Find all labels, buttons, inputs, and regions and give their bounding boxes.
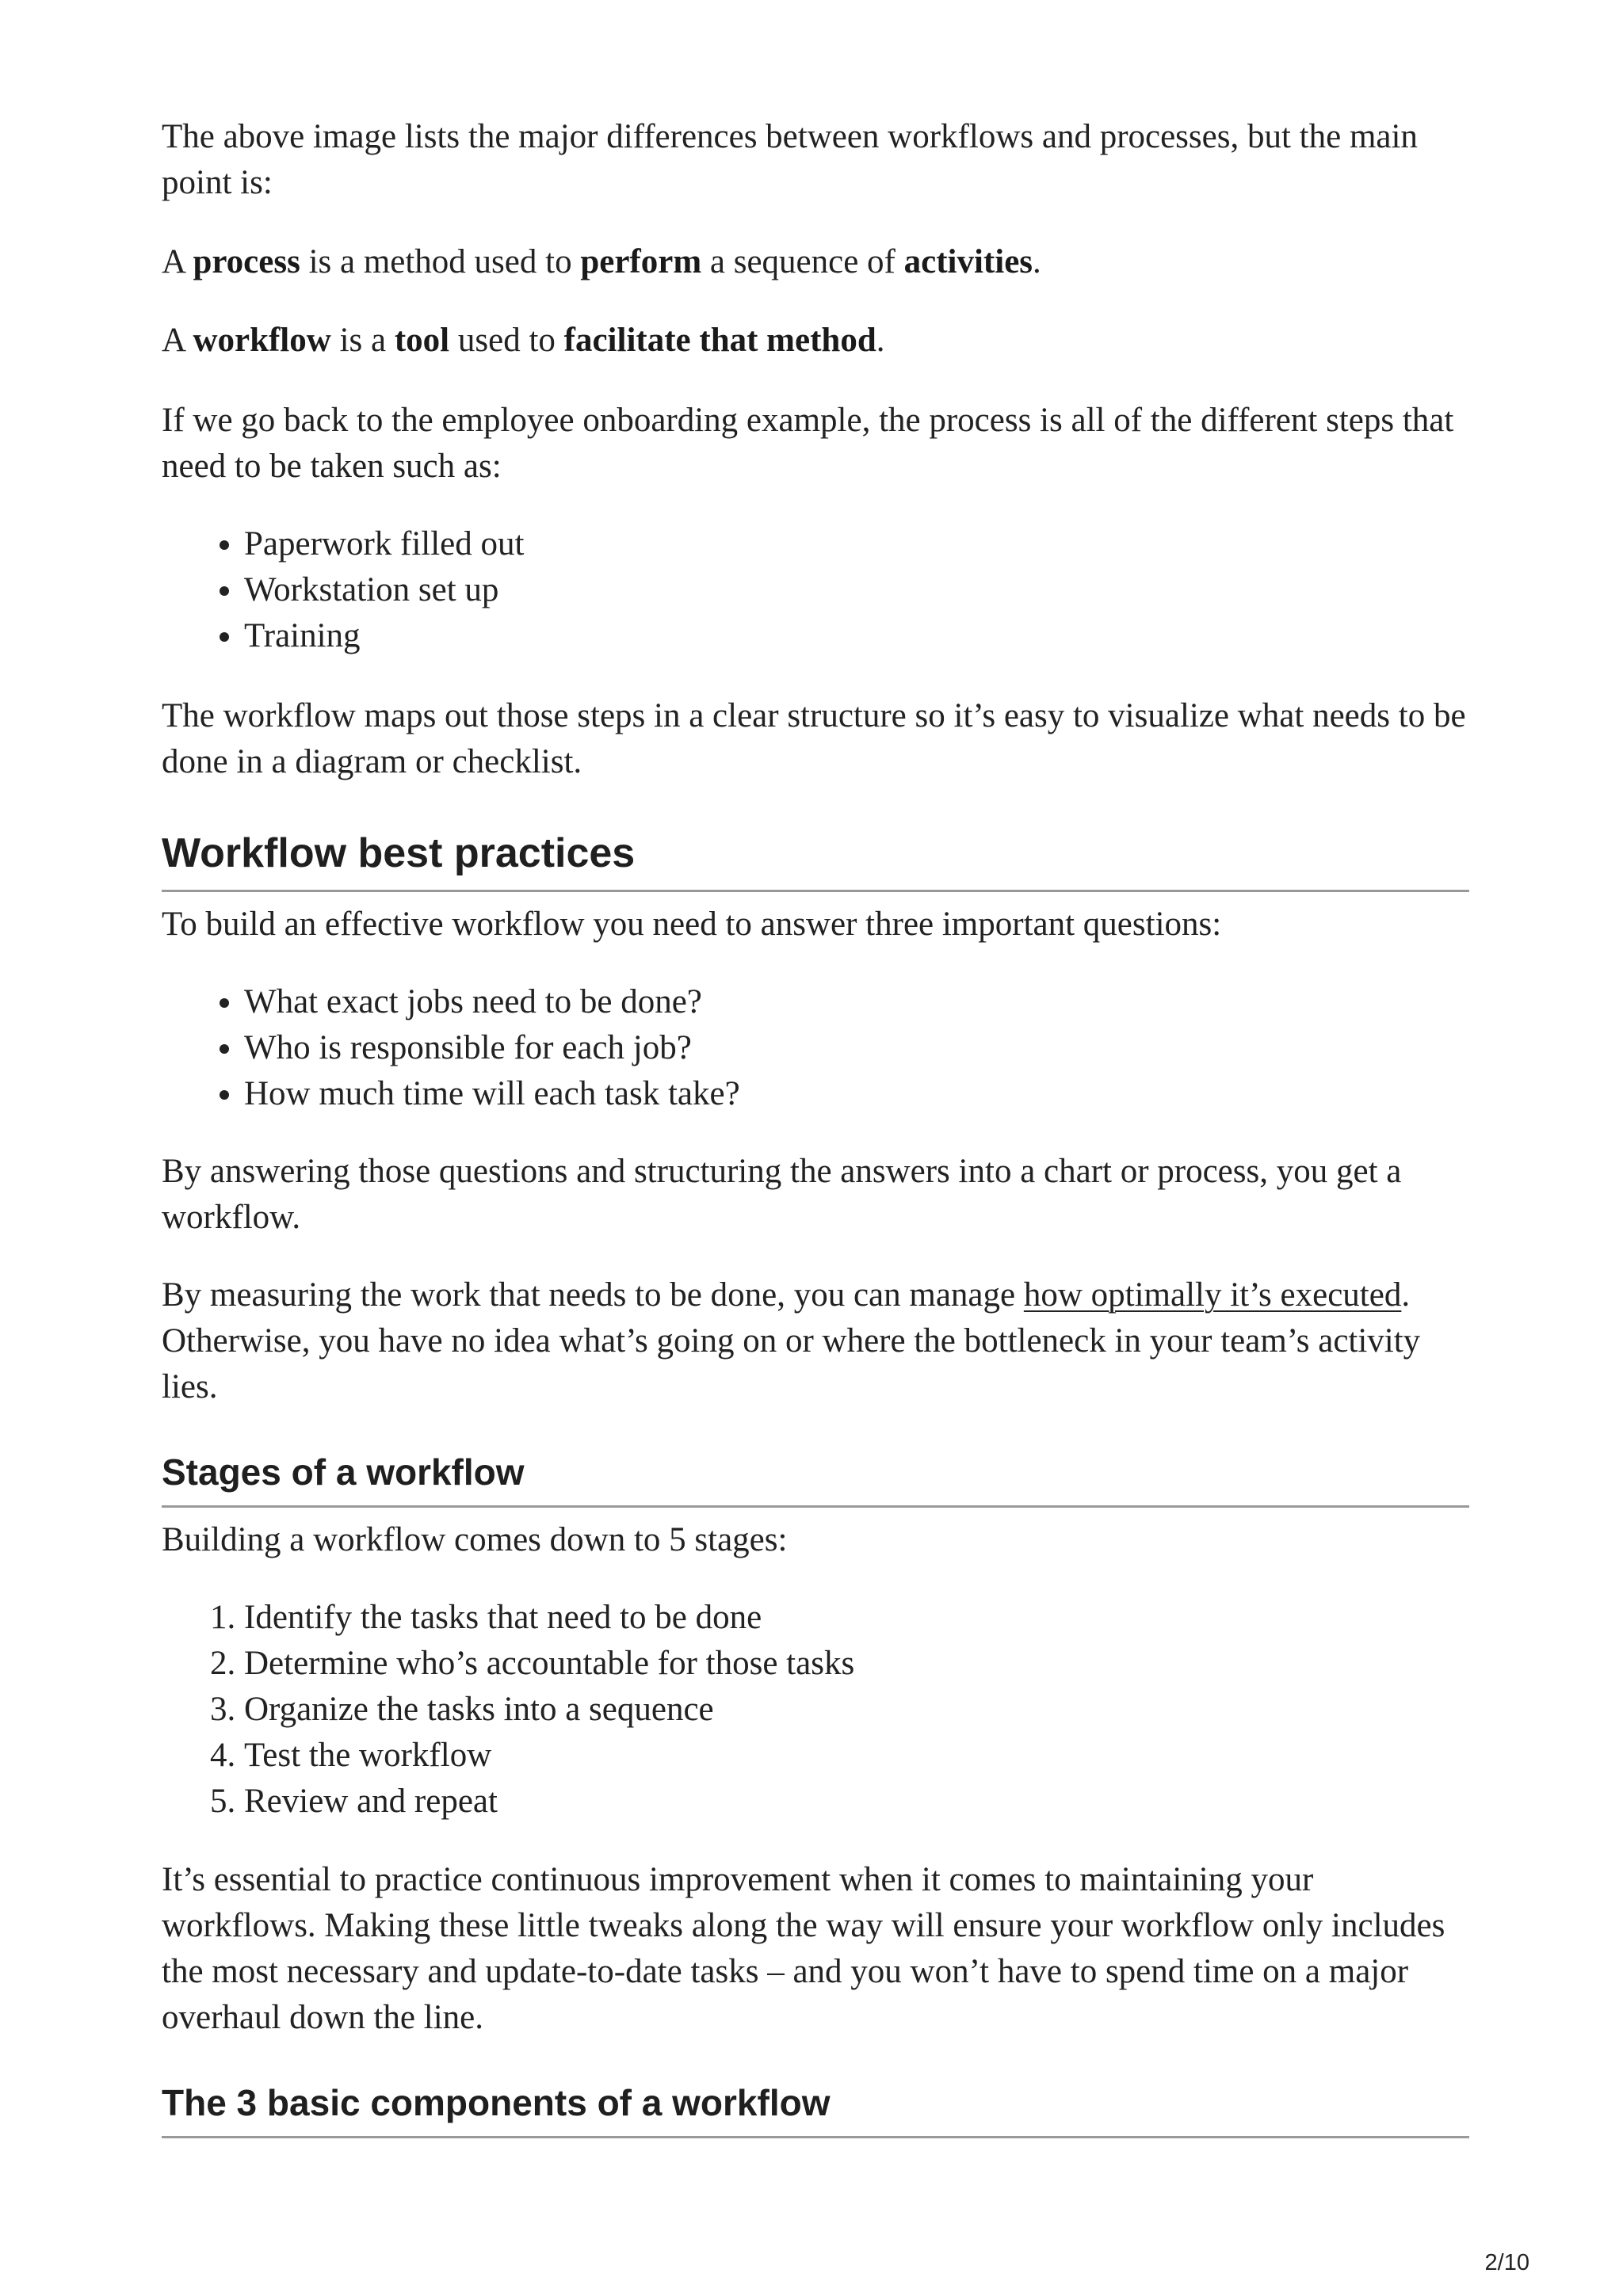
list-item: 2. Determine who’s accountable for those tasks [244,1641,1469,1687]
list-item: 1. Identify the tasks that need to be done [244,1595,1469,1641]
perform-term: perform [580,243,702,280]
section-heading-best-practices: Workflow best practices [162,825,1469,892]
activities-term: activities [903,243,1033,280]
measure-paragraph: By measuring the work that needs to be done, you can manage how optimally it’s executed. Otherwise, you have no idea what’s going on or where the bottleneck in your team’s activity lies. [162,1276,1421,1405]
list-item: 5. Review and repeat [244,1779,1469,1825]
section-heading-components: The 3 basic components of a workflow [162,2077,1469,2138]
stages-list [162,1595,1469,1825]
section-heading-stages: Stages of a workflow [162,1447,1469,1508]
list-item: • Workstation set up [244,567,1469,613]
list-item: • Training [244,613,1469,659]
process-definition: A process is a method used to perform a sequence of activities. [162,243,1041,280]
intro-paragraph: The above image lists the major differences between workflows and processes, but the main point is: [162,118,1418,201]
list-item: 3. Organize the tasks into a sequence [244,1687,1469,1733]
list-item: • What exact jobs need to be done? [244,979,1469,1025]
optimally-executed-link[interactable]: how optimally it’s executed [1023,1276,1402,1314]
continuous-improvement-paragraph: It’s essential to practice continuous improvement when it comes to maintaining your workflows. Making these little tweaks along the way will ensure your workflow only includes the most necessary and update-to-date tasks – and you won’t have to spend time on a major overhaul down the line. [162,1861,1445,2036]
stages-intro: Building a workflow comes down to 5 stages: [162,1521,788,1558]
page-number: 2/10 [1484,2250,1529,2275]
workflow-definition: A workflow is a tool used to facilitate that method. [162,322,885,359]
document-page [162,0,1469,2138]
list-item: • Who is responsible for each job? [244,1025,1469,1071]
list-item: • How much time will each task take? [244,1071,1469,1117]
onboarding-paragraph: If we go back to the employee onboarding example, the process is all of the different steps that need to be taken such as: [162,402,1454,485]
answer-paragraph: By answering those questions and structuring the answers into a chart or process, you get a workflow. [162,1153,1402,1236]
process-term: process [193,243,300,280]
facilitate-term: facilitate that method [563,322,876,359]
questions-list [162,979,1469,1117]
list-item: 4. Test the workflow [244,1733,1469,1779]
tool-term: tool [394,322,450,359]
workflow-maps-paragraph: The workflow maps out those steps in a clear structure so it’s easy to visualize what needs to be done in a diagram or checklist. [162,697,1466,780]
list-item: • Paperwork filled out [244,521,1469,567]
workflow-term: workflow [193,322,331,359]
onboarding-list [162,521,1469,659]
best-practices-intro: To build an effective workflow you need to answer three important questions: [162,906,1222,943]
